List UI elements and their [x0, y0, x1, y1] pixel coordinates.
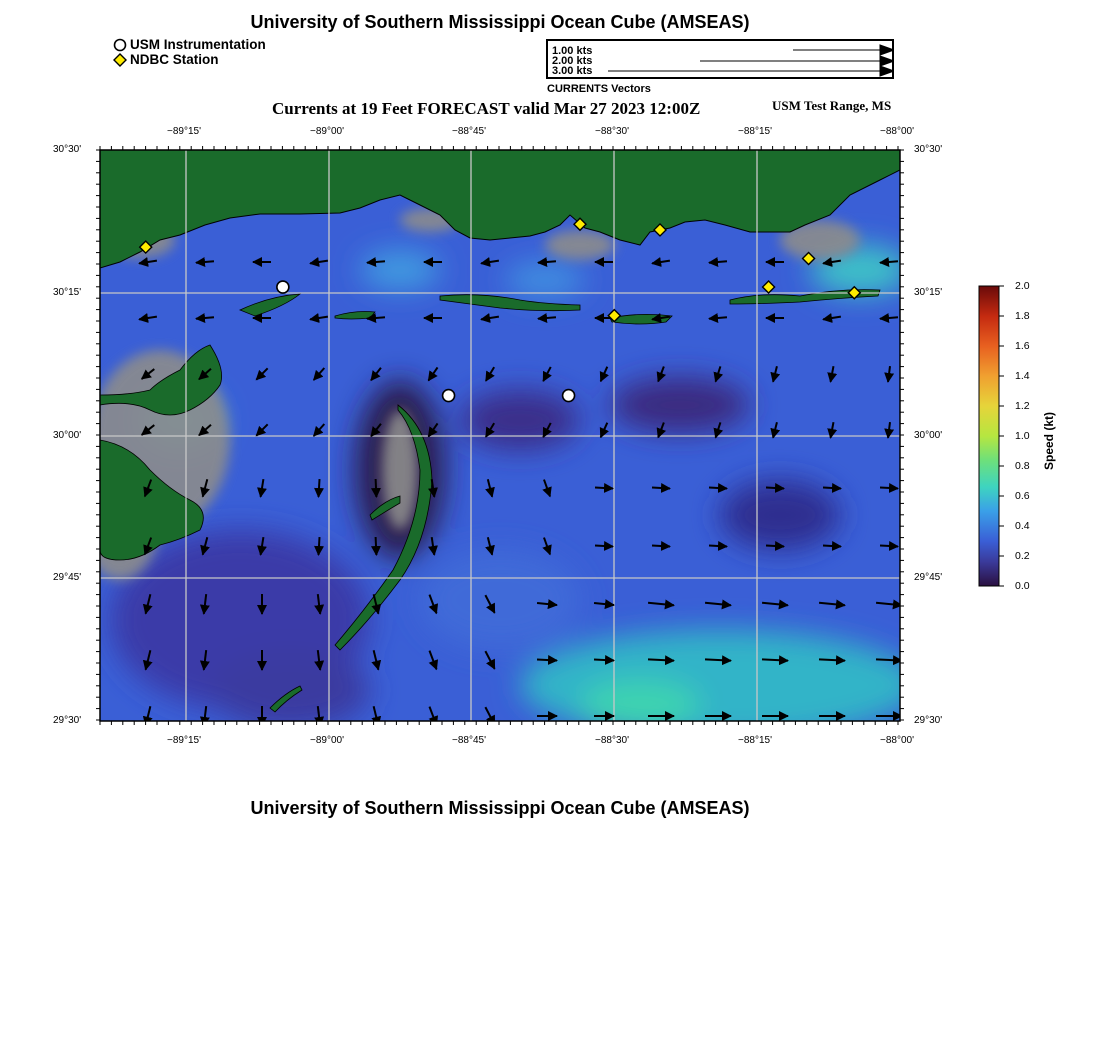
lon-label-top-5: −88°15'	[738, 126, 772, 137]
vector-scale-3: 3.00 kts	[552, 65, 593, 77]
lon-label-top-6: −88°00'	[880, 126, 914, 137]
lon-label-top-1: −89°15'	[167, 126, 201, 137]
lat-label-left-4: 29°45'	[53, 572, 82, 583]
current-vector	[766, 546, 784, 547]
lon-label-bottom-3: −88°45'	[452, 735, 486, 746]
colorbar-tick-1.6: 1.6	[1015, 340, 1030, 352]
colorbar-tick-1.0: 1.0	[1015, 430, 1030, 442]
current-vector	[648, 659, 674, 660]
vector-scale-2: 2.00 kts	[552, 55, 593, 67]
current-vector	[823, 488, 841, 489]
current-vector	[537, 660, 557, 661]
lon-label-top-3: −88°45'	[452, 126, 486, 137]
legend-usm-label: USM Instrumentation	[130, 37, 266, 52]
colorbar-tick-2.0: 2.0	[1015, 280, 1030, 292]
current-vector	[819, 659, 845, 660]
lon-label-top-4: −88°30'	[595, 126, 629, 137]
lat-label-left-2: 30°15'	[53, 287, 82, 298]
colorbar-tick-1.2: 1.2	[1015, 400, 1030, 412]
colorbar-tick-0.0: 0.0	[1015, 580, 1030, 592]
current-vector	[709, 488, 727, 489]
colorbar-tick-0.6: 0.6	[1015, 490, 1030, 502]
current-vector	[876, 659, 902, 660]
current-vector	[652, 546, 670, 547]
current-vector	[880, 261, 898, 262]
current-vector	[766, 488, 784, 489]
page-title: University of Southern Mississippi Ocean Cube (AMSEAS)	[250, 12, 750, 32]
current-vector	[367, 261, 385, 262]
usm-station-marker	[563, 390, 575, 402]
forecast-subtitle: Currents at 19 Feet FORECAST valid Mar 27 2023 12:00Z	[272, 99, 701, 118]
current-vector	[538, 317, 556, 318]
current-vector	[880, 546, 898, 547]
current-vector	[709, 546, 727, 547]
current-vector	[595, 488, 613, 489]
current-vector	[367, 317, 385, 318]
current-vector	[538, 261, 556, 262]
current-vector	[880, 317, 898, 318]
legend-ndbc-label: NDBC Station	[130, 52, 219, 67]
current-vector	[595, 546, 613, 547]
current-vector	[594, 660, 614, 661]
current-vector	[823, 546, 841, 547]
lat-label-right-3: 30°00'	[914, 430, 943, 441]
current-vector	[709, 261, 727, 262]
colorbar-tick-0.2: 0.2	[1015, 550, 1030, 562]
lat-label-left-3: 30°00'	[53, 430, 82, 441]
lon-label-bottom-5: −88°15'	[738, 735, 772, 746]
current-vector	[762, 659, 788, 660]
current-vector	[318, 479, 319, 497]
current-vector	[196, 261, 214, 262]
lon-label-bottom-4: −88°30'	[595, 735, 629, 746]
current-vector	[709, 317, 727, 318]
lon-label-bottom-2: −89°00'	[310, 735, 344, 746]
current-vector	[652, 488, 670, 489]
vector-scale-1: 1.00 kts	[552, 45, 593, 57]
lat-label-right-4: 29°45'	[914, 572, 943, 583]
vector-caption: CURRENTS Vectors	[547, 83, 651, 95]
usm-station-marker	[443, 390, 455, 402]
lon-label-bottom-1: −89°15'	[167, 735, 201, 746]
region-label: USM Test Range, MS	[772, 98, 892, 113]
colorbar-tick-1.4: 1.4	[1015, 370, 1030, 382]
current-vector	[376, 479, 377, 497]
current-vector	[880, 488, 898, 489]
lon-label-top-2: −89°00'	[310, 126, 344, 137]
lat-label-left-1: 30°30'	[53, 144, 82, 155]
lat-label-left-5: 29°30'	[53, 715, 82, 726]
current-vector	[318, 537, 319, 555]
colorbar-tick-1.8: 1.8	[1015, 310, 1030, 322]
current-vector	[705, 659, 731, 660]
colorbar-tick-0.8: 0.8	[1015, 460, 1030, 472]
lon-label-bottom-6: −88°00'	[880, 735, 914, 746]
current-vector	[376, 537, 377, 555]
current-vector	[196, 317, 214, 318]
lat-label-right-1: 30°30'	[914, 144, 943, 155]
lat-label-right-5: 29°30'	[914, 715, 943, 726]
colorbar-tick-0.4: 0.4	[1015, 520, 1030, 532]
speed-colorbar	[976, 280, 1006, 592]
footer-title: University of Southern Mississippi Ocean Cube (AMSEAS)	[250, 798, 750, 818]
colorbar-title: Speed (kt)	[1042, 411, 1056, 470]
lat-label-right-2: 30°15'	[914, 287, 943, 298]
usm-station-marker	[277, 281, 289, 293]
